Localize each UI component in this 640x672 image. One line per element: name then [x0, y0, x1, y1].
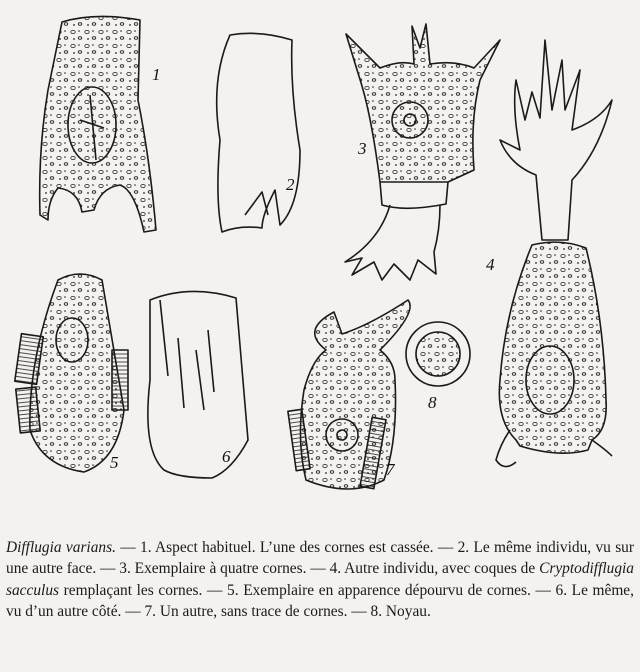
figure-6-drawing [148, 291, 248, 478]
figure-8-drawing [406, 322, 470, 386]
figure-5-drawing [15, 274, 128, 472]
figure-caption [6, 537, 634, 623]
caption-taxon: Cryptodifflugia sacculus [6, 560, 634, 599]
figure-2-drawing [217, 33, 300, 232]
figure-number-8: 8 [428, 393, 437, 412]
figure-number-3: 3 [358, 139, 367, 158]
figure-number-1: 1 [152, 65, 161, 84]
figure-number-7: 7 [386, 460, 395, 479]
figure-number-2: 2 [286, 175, 295, 194]
figure-3-drawing [345, 24, 500, 280]
figure-number-4: 4 [486, 255, 495, 274]
caption-text-1: — 1. Aspect habituel. L’une des cornes est cassée. — 2. Le même individu, vu sur une autre face. — 3. Exemplaire à quatre cornes. — 4. Autre individu, avec coques de [6, 539, 635, 578]
figure-1-drawing [40, 16, 156, 232]
figure-number-5: 5 [110, 453, 119, 472]
caption-text-2: remplaçant les cornes. — 5. Exemplaire en apparence dépourvu de cornes. — 6. Le même, vu d’un autre côté. — 7. Un autre, sans trace de cornes. — 8. Noyau. [6, 581, 634, 621]
figure-4-drawing [496, 40, 612, 467]
caption-species: Difflugia varians. [6, 539, 116, 556]
figure-number-6: 6 [222, 447, 231, 466]
